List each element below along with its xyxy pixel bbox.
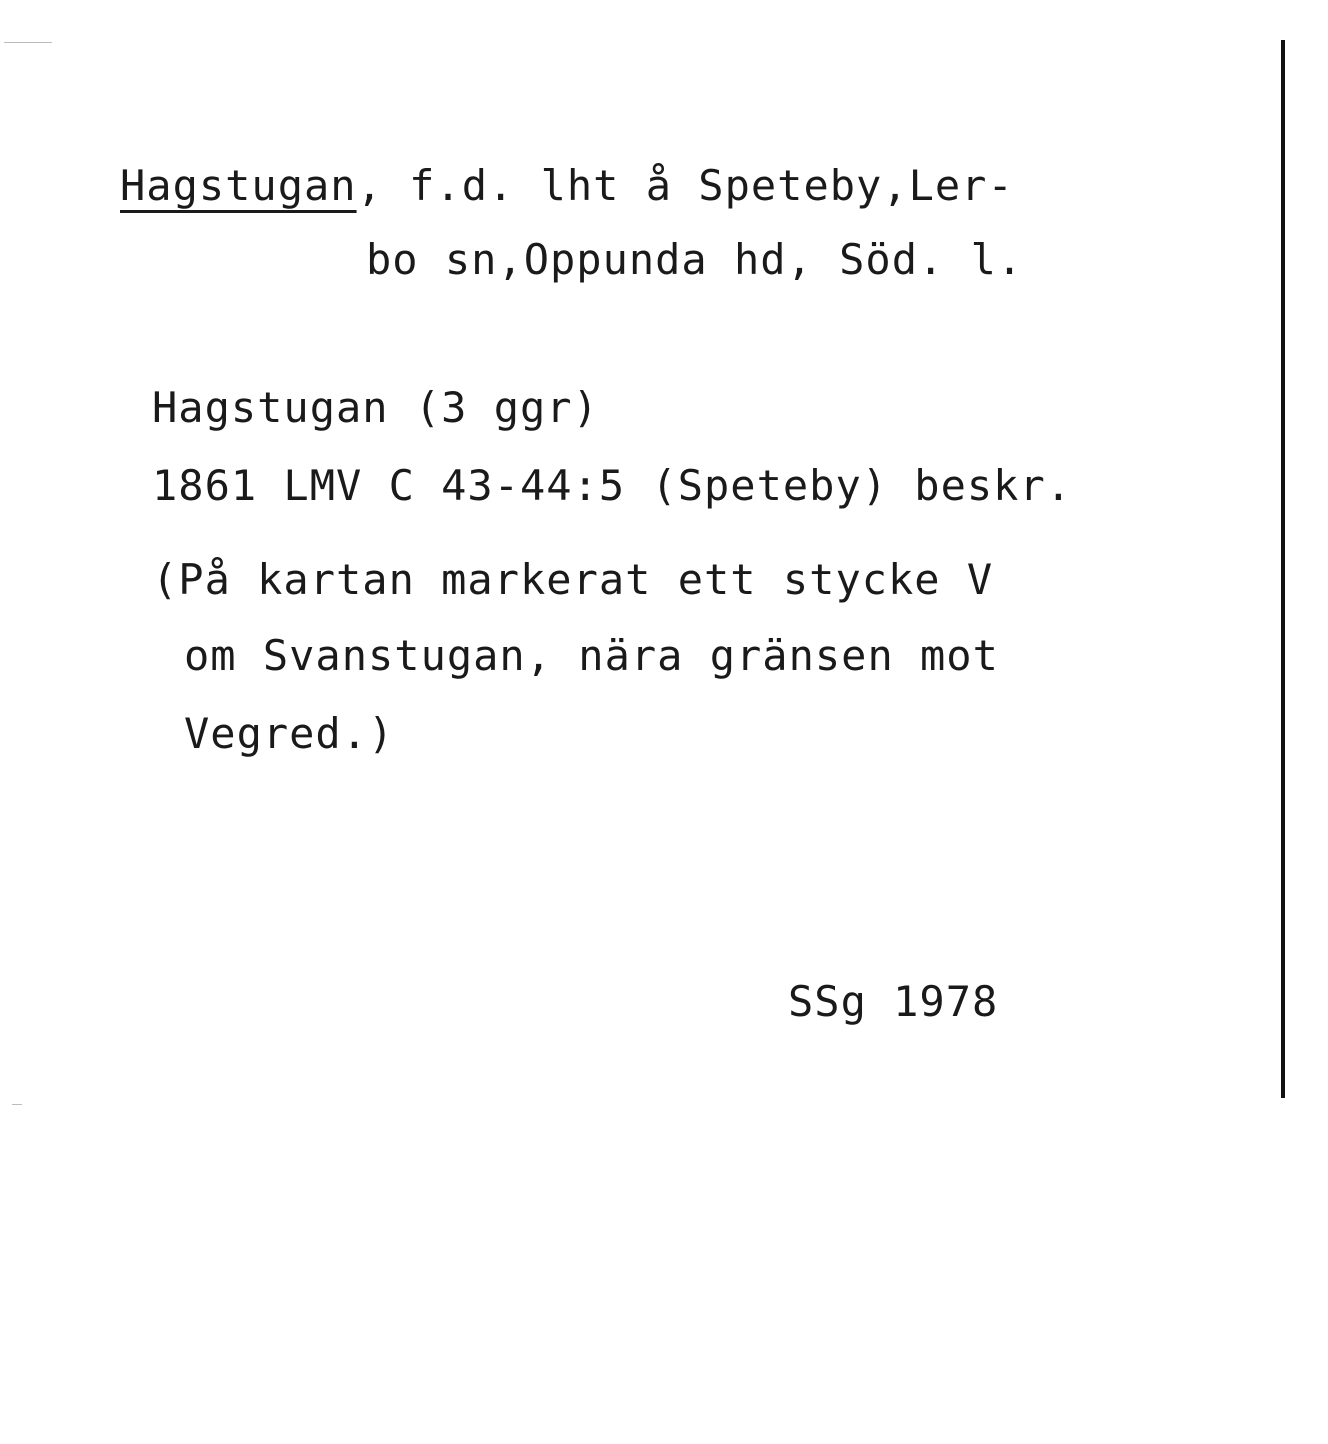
source-line: 1861 LMV C 43-44:5 (Speteby) beskr. [152, 461, 1073, 510]
note-line: om Svanstugan, nära gränsen mot [184, 631, 999, 680]
headword: Hagstugan [120, 161, 357, 210]
card-edge-line [1281, 40, 1285, 1098]
signature: SSg 1978 [788, 977, 999, 1026]
heading-line-2: bo sn,Oppunda hd, Söd. l. [366, 235, 1024, 284]
scan-speck [4, 42, 52, 43]
heading-rest: , f.d. lht å Speteby,Ler- [356, 161, 1014, 210]
heading-line-1 [120, 160, 1014, 212]
note-line: Vegred.) [184, 709, 395, 758]
form-line: Hagstugan (3 ggr) [152, 383, 599, 432]
scan-speck [12, 1104, 22, 1105]
note-line: (På kartan markerat ett stycke V [152, 555, 994, 604]
